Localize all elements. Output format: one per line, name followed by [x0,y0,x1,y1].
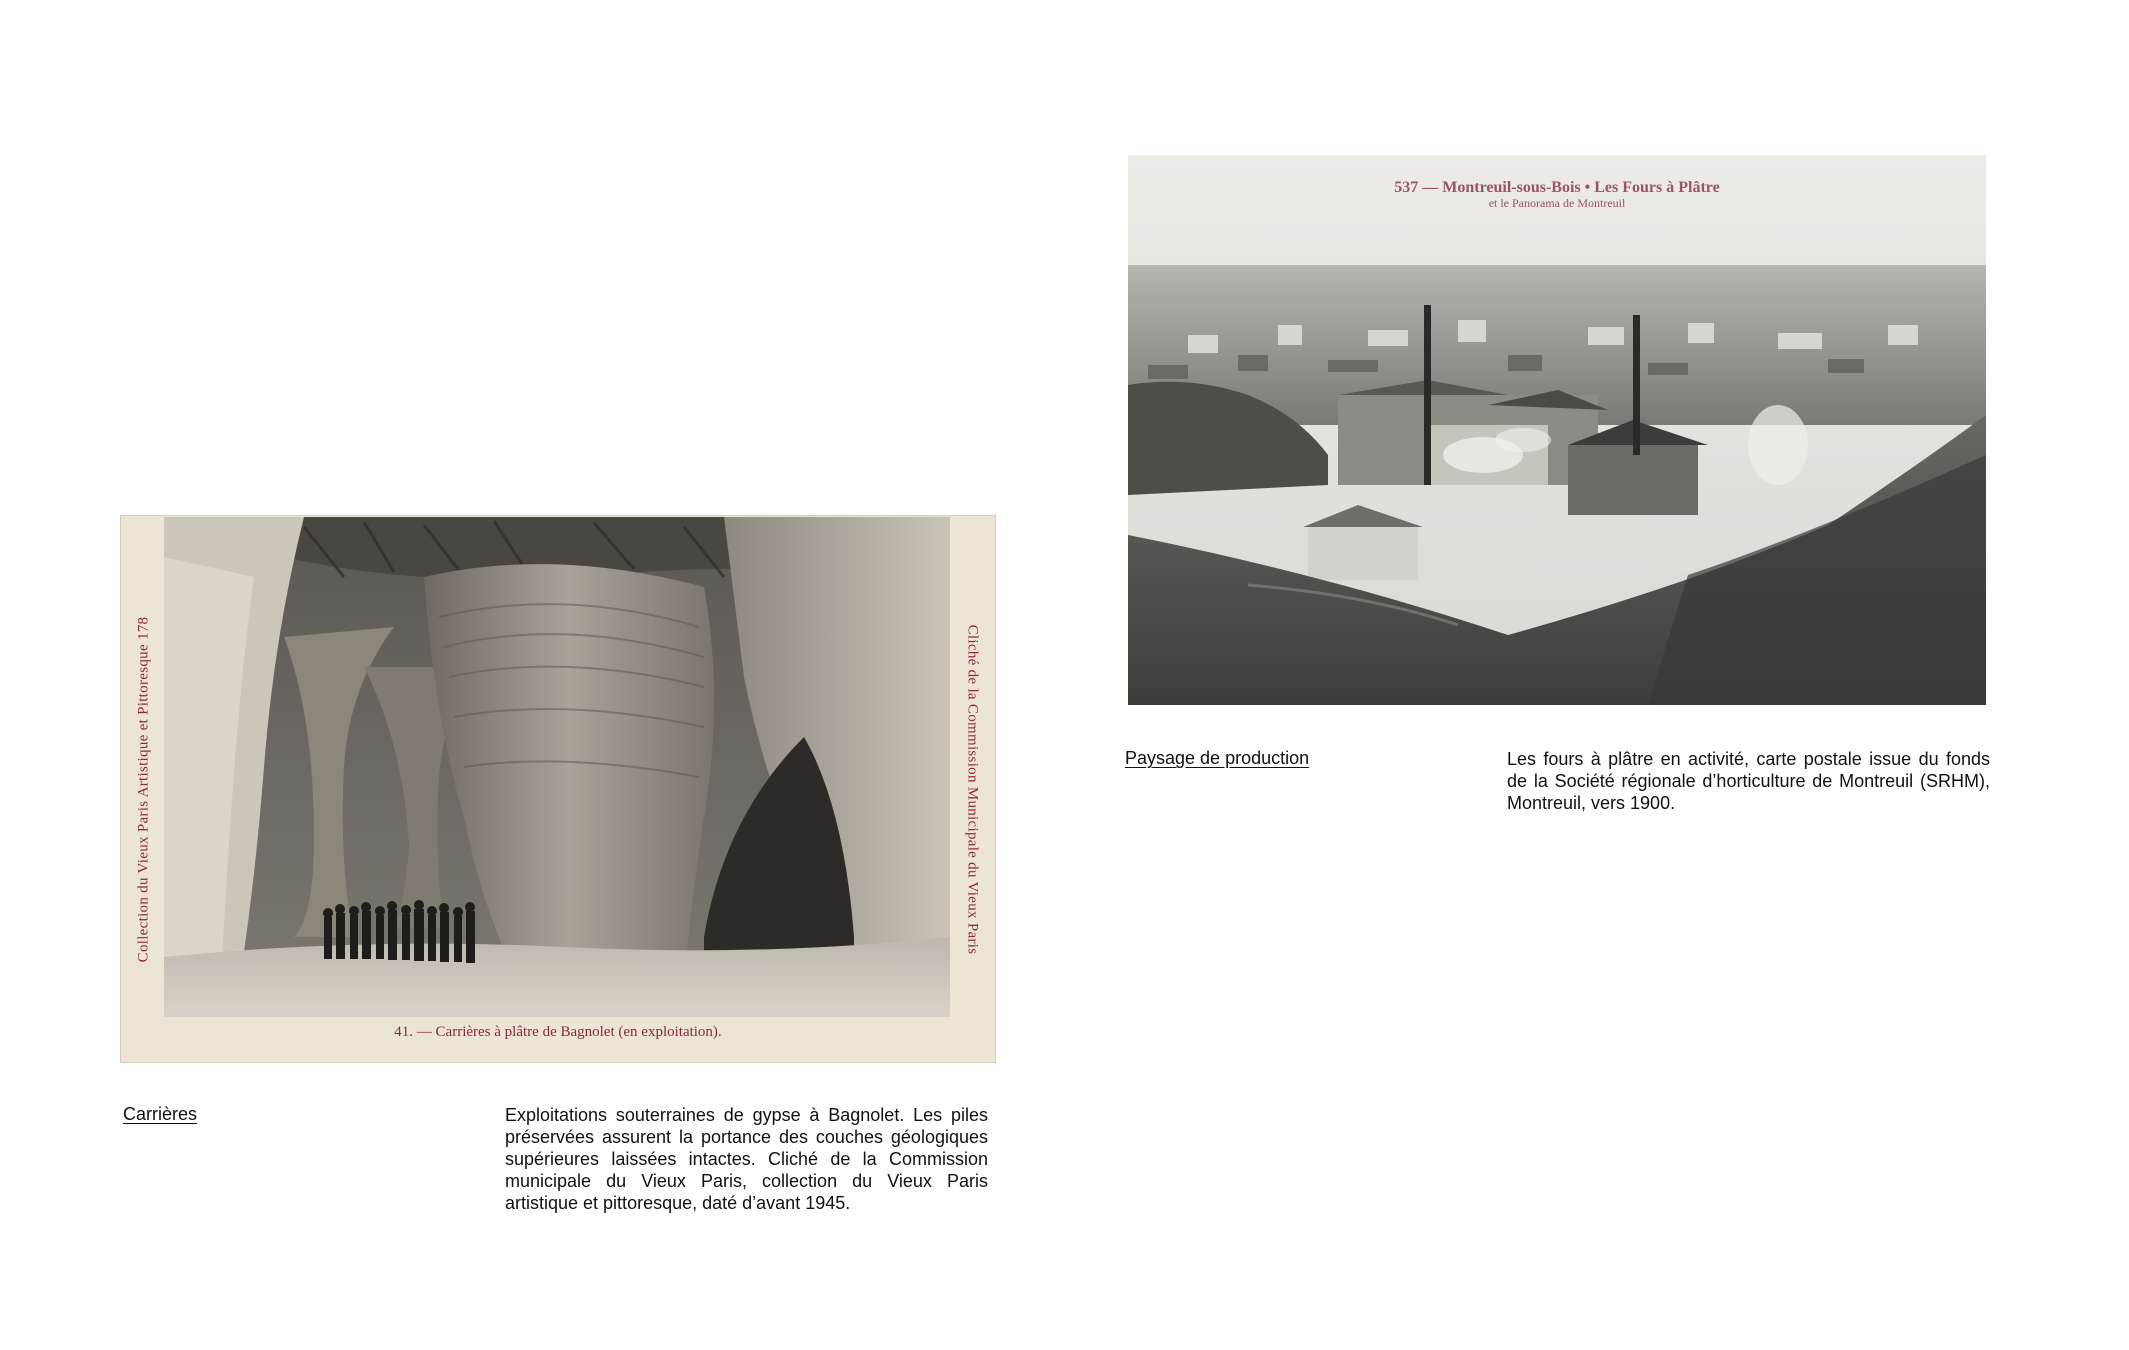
postcard-vertical-label-left: Collection du Vieux Paris Artistique et Pittoresque 178 [135,616,152,962]
left-figure-title: Carrières [123,1104,198,1124]
postcard-vertical-label-right: Cliché de la Commission Municipale du Vieux Paris [964,624,981,954]
right-figure-description: Les fours à plâtre en activité, carte postale issue du fonds de la Société régionale d’horticulture de Montreuil (SRHM), Montreuil, vers 1900. [1507,749,1990,813]
postcard-header-line2: et le Panorama de Montreuil [1488,196,1626,211]
cave-postcard [120,515,996,1063]
left-figure-description: Exploitations souterraines de gypse à Bagnolet. Les piles préservées assurent la portance des couches géologiques supérieures laissées intactes. Cliché de la Commission municipale du Vieux Paris, collection du Vieux Paris artistique et pittoresque, daté d’avant 1945. [505,1105,988,1213]
cave-photo [164,517,950,1017]
postcard-bottom-caption: 41. — Carrières à plâtre de Bagnolet (en exploitation). [394,1024,722,1040]
landscape-photo [1128,155,1986,705]
postcard-header [1128,179,1986,211]
landscape-postcard [1128,155,1986,705]
right-figure-title: Paysage de production [1125,748,1310,768]
postcard-header-line1: 537 — Montreuil-sous-Bois • Les Fours à Plâtre [1394,179,1720,196]
